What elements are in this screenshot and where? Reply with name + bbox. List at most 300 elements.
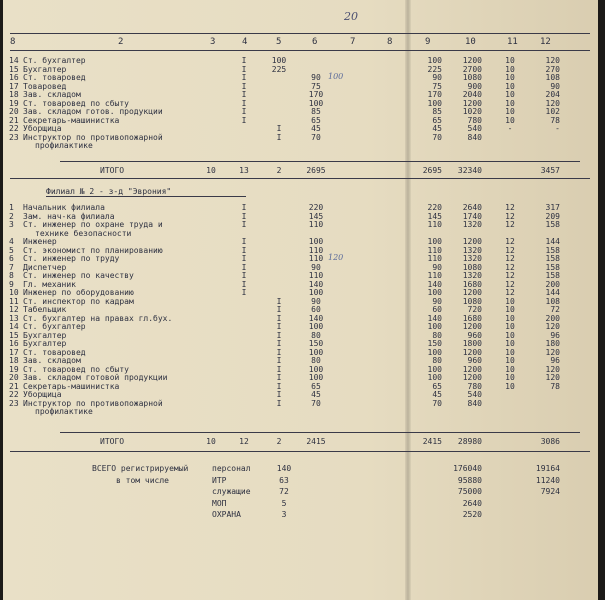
- cell-c11: 10: [505, 90, 515, 99]
- row-number: 20: [9, 107, 19, 116]
- row-number: 8: [9, 271, 14, 280]
- cell-c12: 120: [545, 347, 560, 357]
- cell-c10: 1200: [462, 347, 482, 357]
- cell-c12: 78: [550, 115, 560, 125]
- total-c9: 2415: [422, 437, 442, 446]
- total-c5: 2: [276, 166, 282, 175]
- cell-c10: 540: [467, 124, 482, 133]
- cell-c12: 120: [545, 364, 560, 374]
- total-label: ИТОГО: [100, 166, 125, 175]
- cell-c6: 110: [308, 271, 324, 280]
- cell-c11: 12: [505, 211, 515, 221]
- position-title-continuation: профилактике: [35, 141, 93, 150]
- summary-count: 63: [279, 475, 289, 485]
- position-title: Инженер: [23, 237, 57, 246]
- column-number: 4: [242, 37, 248, 47]
- cell-c10: 1200: [462, 364, 482, 374]
- column-number: 2: [118, 37, 124, 47]
- row-number: 17: [9, 81, 19, 91]
- cell-c10: 1080: [462, 262, 482, 272]
- cell-c12: 158: [545, 254, 560, 263]
- cell-c11: 12: [505, 254, 515, 263]
- cell-c9: 60: [432, 305, 442, 314]
- header-bottom-rule: [10, 50, 590, 51]
- subtotal-rule-1b: [10, 178, 590, 179]
- cell-c6: 45: [311, 124, 321, 133]
- cell-c12: 90: [550, 81, 560, 91]
- cell-c9: 220: [427, 203, 442, 212]
- cell-c9: 110: [427, 254, 442, 263]
- row-number: 11: [9, 296, 19, 306]
- row-number: 17: [9, 347, 19, 357]
- cell-c5: I: [276, 356, 282, 365]
- cell-c9: 45: [432, 390, 442, 399]
- summary-count: 72: [279, 487, 289, 496]
- total-c12: 3086: [540, 437, 560, 446]
- position-title: Зав. складом готов. продукции: [23, 107, 163, 116]
- cell-c9: 100: [427, 347, 442, 357]
- cell-c9: 150: [427, 339, 442, 348]
- row-number: 14: [9, 322, 19, 331]
- cell-c10: 1200: [462, 373, 482, 382]
- cell-c6: 110: [308, 220, 324, 229]
- cell-c4: I: [241, 262, 247, 272]
- cell-c5: I: [276, 364, 282, 374]
- total-c4: 13: [239, 166, 249, 175]
- cell-c12: 96: [550, 356, 560, 365]
- row-number: 10: [9, 288, 19, 297]
- cell-c6: 100: [308, 373, 324, 382]
- row-number: 2: [9, 211, 14, 221]
- position-title: Секретарь-машинистка: [23, 381, 120, 391]
- cell-c12: 209: [545, 211, 560, 221]
- position-title: Ст. бухгалтер на правах гл.бух.: [23, 313, 173, 323]
- cell-c12: 158: [545, 220, 560, 229]
- cell-c5: I: [276, 330, 282, 340]
- cell-c4: I: [241, 81, 247, 91]
- column-number: 5: [276, 37, 282, 47]
- row-number: 5: [9, 245, 14, 255]
- cell-c11: 10: [505, 107, 515, 116]
- cell-c6: 70: [311, 398, 321, 408]
- summary-category: ОХРАНА: [212, 510, 241, 519]
- position-title: Секретарь-машинистка: [23, 115, 120, 125]
- cell-c10: 1320: [462, 254, 482, 263]
- cell-c5: I: [276, 296, 282, 306]
- cell-c6: 110: [308, 245, 324, 255]
- total-c4: 12: [239, 437, 249, 446]
- header-top-rule: [10, 33, 590, 34]
- cell-c6: 60: [311, 305, 321, 314]
- summary-extra: 11240: [535, 475, 560, 485]
- cell-c11: 10: [505, 356, 515, 365]
- total-c10: 28980: [457, 437, 482, 446]
- cell-c11: 10: [505, 373, 515, 382]
- row-number: 22: [9, 390, 19, 399]
- cell-c12: 96: [550, 330, 560, 340]
- total-c10: 32340: [457, 166, 482, 175]
- cell-c6: 110: [308, 254, 324, 263]
- position-title: Бухгалтер: [23, 64, 67, 74]
- cell-c9: 100: [427, 98, 442, 108]
- cell-c9: 170: [427, 90, 442, 99]
- cell-c11: -: [507, 124, 513, 133]
- cell-c10: 960: [467, 356, 482, 365]
- column-number: 10: [465, 37, 476, 47]
- cell-c12: 144: [545, 288, 560, 297]
- cell-c6: 100: [308, 237, 324, 246]
- position-title: Ст. инженер по охране труда и: [23, 220, 163, 229]
- position-title: Ст. инспектор по кадрам: [23, 296, 134, 306]
- summary-extra: 19164: [535, 464, 560, 473]
- total-c6: 2695: [306, 166, 326, 175]
- cell-c6: 100: [308, 98, 324, 108]
- cell-c6: 45: [311, 390, 321, 399]
- cell-c11: 10: [505, 64, 515, 74]
- cell-c11: 12: [505, 279, 515, 289]
- summary-label: ВСЕГО регистрируемый: [92, 464, 189, 473]
- cell-c11: 12: [505, 245, 515, 255]
- cell-c9: 80: [432, 356, 442, 365]
- position-title: Ст. товаровед по сбыту: [23, 364, 129, 374]
- cell-c11: 10: [505, 305, 515, 314]
- cell-c4: I: [241, 73, 247, 82]
- position-title: Ст. инженер по труду: [23, 254, 120, 263]
- cell-c10: 960: [467, 330, 482, 340]
- cell-c12: 108: [545, 73, 560, 82]
- summary-category: МОП: [212, 498, 227, 508]
- cell-c9: 225: [427, 64, 442, 74]
- cell-c9: 100: [427, 56, 442, 65]
- cell-c6: 100: [308, 364, 324, 374]
- cell-c11: 10: [505, 322, 515, 331]
- subtotal-rule-2: [60, 432, 580, 433]
- cell-c12: 158: [545, 245, 560, 255]
- cell-c9: 65: [432, 115, 442, 125]
- cell-c10: 1320: [462, 271, 482, 280]
- row-number: 19: [9, 98, 19, 108]
- cell-c10: 1800: [462, 339, 482, 348]
- cell-c5: I: [276, 339, 282, 348]
- cell-c4: I: [241, 271, 247, 280]
- cell-c4: I: [241, 115, 247, 125]
- cell-c5: I: [276, 132, 282, 142]
- cell-c4: I: [241, 279, 247, 289]
- cell-c5: 100: [271, 56, 287, 65]
- cell-c4: I: [241, 98, 247, 108]
- cell-c6: 150: [308, 339, 324, 348]
- subtotal-rule-2b: [10, 451, 590, 452]
- row-number: 16: [9, 339, 19, 348]
- cell-c5: I: [276, 347, 282, 357]
- cell-c4: I: [241, 220, 247, 229]
- position-title: Ст. товаровед: [23, 347, 86, 357]
- cell-c10: 840: [467, 398, 482, 408]
- cell-c12: 270: [545, 64, 560, 74]
- cell-c5: I: [276, 381, 282, 391]
- position-title: Гл. механик: [23, 279, 76, 289]
- row-number: 23: [9, 398, 19, 408]
- total-c3: 10: [206, 166, 216, 175]
- position-title: Уборщица: [23, 390, 62, 399]
- section-title: Филиал № 2 - з-д "Эврония": [46, 187, 172, 196]
- row-number: 7: [9, 262, 14, 272]
- row-number: 9: [9, 279, 14, 289]
- cell-c4: I: [241, 211, 247, 221]
- column-number: 3: [210, 37, 216, 47]
- cell-c10: 780: [467, 115, 482, 125]
- cell-c11: 10: [505, 81, 515, 91]
- position-title: Инструктор по противопожарной: [23, 398, 163, 408]
- cell-c9: 110: [427, 245, 442, 255]
- cell-c5: I: [276, 398, 282, 408]
- position-title: Начальник филиала: [23, 203, 105, 212]
- cell-c6: 65: [311, 381, 321, 391]
- handwritten-note: 100: [328, 72, 344, 81]
- summary-extra: 7924: [540, 487, 560, 496]
- cell-c11: 10: [505, 364, 515, 374]
- cell-c4: I: [241, 203, 247, 212]
- cell-c9: 100: [427, 237, 442, 246]
- row-number: 18: [9, 90, 19, 99]
- cell-c6: 80: [311, 330, 321, 340]
- position-title: Зав. складом: [23, 356, 81, 365]
- cell-c9: 90: [432, 73, 442, 82]
- summary-category: персонал: [212, 464, 251, 473]
- cell-c6: 220: [308, 203, 324, 212]
- position-title: Ст. бухгалтер: [23, 322, 86, 331]
- position-title-continuation: профилактике: [35, 407, 93, 416]
- cell-c11: 10: [505, 115, 515, 125]
- cell-c4: I: [241, 64, 247, 74]
- position-title: Уборщица: [23, 124, 62, 133]
- row-number: 18: [9, 356, 19, 365]
- cell-c6: 140: [308, 279, 324, 289]
- summary-annual: 2520: [462, 510, 482, 519]
- cell-c9: 110: [427, 271, 442, 280]
- position-title: Ст. товаровед по сбыту: [23, 98, 129, 108]
- position-title: Зам. нач-ка филиала: [23, 211, 115, 221]
- cell-c11: 12: [505, 203, 515, 212]
- cell-c12: -: [555, 124, 560, 133]
- cell-c10: 2640: [462, 203, 482, 212]
- cell-c12: 158: [545, 271, 560, 280]
- position-title: Товаровед: [23, 81, 67, 91]
- row-number: 6: [9, 254, 14, 263]
- cell-c6: 85: [311, 107, 321, 116]
- handwritten-note: 120: [328, 253, 344, 262]
- row-number: 4: [9, 237, 14, 246]
- row-number: 22: [9, 124, 19, 133]
- cell-c5: I: [276, 322, 282, 331]
- column-number: 6: [312, 37, 318, 47]
- cell-c12: 317: [545, 203, 560, 212]
- cell-c10: 900: [467, 81, 482, 91]
- row-number: 13: [9, 313, 19, 323]
- cell-c11: 10: [505, 296, 515, 306]
- cell-c12: 204: [545, 90, 560, 99]
- row-number: 15: [9, 64, 19, 74]
- cell-c9: 100: [427, 364, 442, 374]
- cell-c12: 108: [545, 296, 560, 306]
- total-c6: 2415: [306, 437, 326, 446]
- cell-c6: 100: [308, 322, 324, 331]
- cell-c6: 100: [308, 347, 324, 357]
- cell-c4: I: [241, 288, 247, 297]
- position-title: Табельщик: [23, 305, 67, 314]
- cell-c11: 12: [505, 220, 515, 229]
- cell-c9: 140: [427, 279, 442, 289]
- position-title: Зав. складом: [23, 90, 81, 99]
- cell-c9: 70: [432, 132, 442, 142]
- cell-c6: 80: [311, 356, 321, 365]
- cell-c9: 145: [427, 211, 442, 221]
- column-number: 7: [350, 37, 356, 47]
- cell-c6: 70: [311, 132, 321, 142]
- section-title-underline: [46, 196, 246, 197]
- total-c3: 10: [206, 437, 216, 446]
- summary-annual: 176040: [453, 464, 482, 473]
- cell-c12: 78: [550, 381, 560, 391]
- cell-c12: 144: [545, 237, 560, 246]
- cell-c9: 90: [432, 262, 442, 272]
- cell-c6: 140: [308, 313, 324, 323]
- cell-c11: 10: [505, 330, 515, 340]
- cell-c6: 145: [308, 211, 324, 221]
- cell-c11: 10: [505, 381, 515, 391]
- cell-c10: 2700: [462, 64, 482, 74]
- row-number: 12: [9, 305, 19, 314]
- cell-c9: 100: [427, 288, 442, 297]
- summary-count: 5: [281, 498, 287, 508]
- cell-c12: 200: [545, 313, 560, 323]
- page-number: 20: [344, 10, 358, 23]
- position-title: Диспетчер: [23, 262, 67, 272]
- row-number: 15: [9, 330, 19, 340]
- position-title-continuation: технике безопасности: [35, 228, 132, 238]
- total-c12: 3457: [540, 166, 560, 175]
- cell-c6: 65: [311, 115, 321, 125]
- row-number: 19: [9, 364, 19, 374]
- row-number: 14: [9, 56, 19, 65]
- column-number: 8: [10, 37, 16, 47]
- cell-c6: 90: [311, 73, 321, 82]
- cell-c11: 10: [505, 98, 515, 108]
- summary-annual: 95880: [457, 475, 482, 485]
- position-title: Ст. бухгалтер: [23, 56, 86, 65]
- cell-c9: 110: [427, 220, 442, 229]
- summary-annual: 75000: [457, 487, 482, 496]
- row-number: 20: [9, 373, 19, 382]
- summary-count: 140: [276, 464, 292, 473]
- scan-edge-left: [0, 0, 3, 600]
- cell-c4: I: [241, 107, 247, 116]
- row-number: 1: [9, 203, 14, 212]
- cell-c5: I: [276, 313, 282, 323]
- position-title: Ст. экономист по планированию: [23, 245, 163, 255]
- row-number: 23: [9, 132, 19, 142]
- cell-c12: 200: [545, 279, 560, 289]
- cell-c5: I: [276, 390, 282, 399]
- cell-c10: 1200: [462, 237, 482, 246]
- cell-c11: 12: [505, 262, 515, 272]
- position-title: Ст. инженер по качеству: [23, 271, 134, 280]
- cell-c10: 840: [467, 132, 482, 142]
- summary-annual: 2640: [462, 498, 482, 508]
- column-number: 9: [425, 37, 431, 47]
- cell-c12: 120: [545, 322, 560, 331]
- column-number: 8: [387, 37, 393, 47]
- position-title: Бухгалтер: [23, 339, 67, 348]
- scan-edge-right: [598, 0, 605, 600]
- cell-c6: 90: [311, 296, 321, 306]
- position-title: Инструктор по противопожарной: [23, 132, 163, 142]
- cell-c4: I: [241, 56, 247, 65]
- cell-c10: 2040: [462, 90, 482, 99]
- column-number: 11: [507, 37, 518, 47]
- cell-c12: 120: [545, 56, 560, 65]
- cell-c4: I: [241, 237, 247, 246]
- position-title: Бухгалтер: [23, 330, 67, 340]
- cell-c10: 1680: [462, 313, 482, 323]
- cell-c9: 70: [432, 398, 442, 408]
- row-number: 3: [9, 220, 14, 229]
- cell-c9: 140: [427, 313, 442, 323]
- cell-c12: 120: [545, 98, 560, 108]
- cell-c10: 1200: [462, 288, 482, 297]
- cell-c12: 120: [545, 373, 560, 382]
- summary-label: в том числе: [116, 475, 169, 485]
- cell-c9: 90: [432, 296, 442, 306]
- row-number: 16: [9, 73, 19, 82]
- page-fold: [405, 0, 411, 600]
- cell-c4: I: [241, 254, 247, 263]
- column-number: 12: [540, 37, 551, 47]
- row-number: 21: [9, 381, 19, 391]
- cell-c11: 10: [505, 339, 515, 348]
- cell-c12: 72: [550, 305, 560, 314]
- cell-c5: 225: [271, 64, 287, 74]
- cell-c10: 1080: [462, 73, 482, 82]
- cell-c5: I: [276, 124, 282, 133]
- cell-c10: 1320: [462, 220, 482, 229]
- cell-c10: 1200: [462, 322, 482, 331]
- cell-c10: 1320: [462, 245, 482, 255]
- cell-c6: 170: [308, 90, 324, 99]
- cell-c9: 65: [432, 381, 442, 391]
- total-label: ИТОГО: [100, 437, 125, 446]
- cell-c11: 12: [505, 271, 515, 280]
- cell-c10: 540: [467, 390, 482, 399]
- cell-c10: 1080: [462, 296, 482, 306]
- position-title: Зав. складом готовой продукции: [23, 373, 168, 382]
- cell-c10: 1680: [462, 279, 482, 289]
- cell-c9: 80: [432, 330, 442, 340]
- summary-category: служащие: [212, 487, 251, 496]
- cell-c12: 180: [545, 339, 560, 348]
- cell-c11: 12: [505, 288, 515, 297]
- cell-c11: 10: [505, 56, 515, 65]
- cell-c11: 12: [505, 237, 515, 246]
- cell-c11: 10: [505, 347, 515, 357]
- cell-c5: I: [276, 305, 282, 314]
- cell-c6: 75: [311, 81, 321, 91]
- cell-c10: 1200: [462, 56, 482, 65]
- cell-c5: I: [276, 373, 282, 382]
- cell-c9: 100: [427, 322, 442, 331]
- cell-c10: 720: [467, 305, 482, 314]
- cell-c9: 100: [427, 373, 442, 382]
